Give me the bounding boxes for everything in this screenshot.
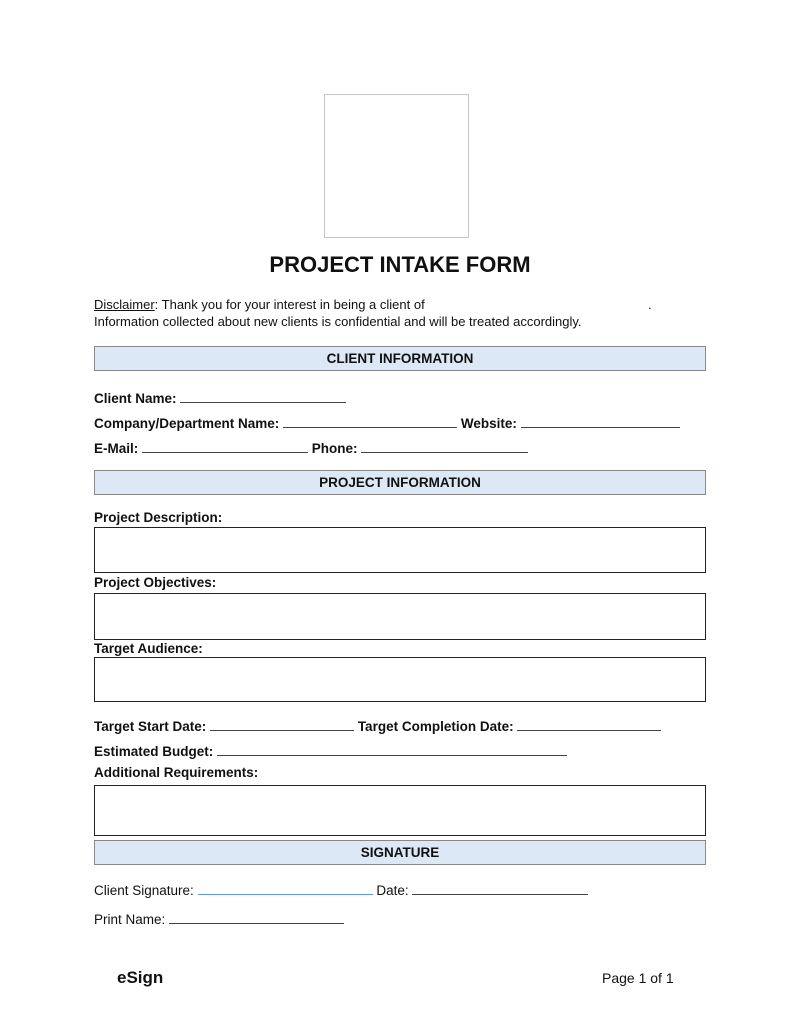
- section-client-information: CLIENT INFORMATION: [94, 346, 706, 371]
- website-field[interactable]: [521, 413, 680, 428]
- project-objectives-field[interactable]: [94, 593, 706, 640]
- esign-logo: eSign: [117, 968, 164, 987]
- email-label: E-Mail:: [94, 441, 139, 456]
- disclaimer-line-2: Information collected about new clients is confidential and will be treated accordingly.: [94, 314, 582, 329]
- start-date-label: Target Start Date:: [94, 719, 207, 734]
- project-description-field[interactable]: [94, 527, 706, 573]
- phone-label: Phone:: [311, 441, 358, 456]
- start-date-field[interactable]: [210, 716, 354, 731]
- completion-date-field[interactable]: [517, 716, 661, 731]
- target-audience-field[interactable]: [94, 657, 706, 702]
- client-signature-label: Client Signature:: [94, 883, 194, 898]
- phone-field[interactable]: [361, 438, 528, 453]
- project-objectives-label: Project Objectives:: [94, 575, 217, 590]
- section-project-information: PROJECT INFORMATION: [94, 470, 706, 495]
- target-audience-label: Target Audience:: [94, 641, 203, 656]
- company-field[interactable]: [283, 413, 457, 428]
- page-title: PROJECT INTAKE FORM: [269, 252, 531, 277]
- company-label: Company/Department Name:: [94, 416, 280, 431]
- section-signature: SIGNATURE: [94, 840, 706, 865]
- additional-requirements-label: Additional Requirements:: [94, 765, 259, 780]
- disclaimer-label: Disclaimer: [94, 297, 155, 312]
- signature-date-field[interactable]: [412, 880, 588, 895]
- logo-placeholder: [324, 94, 469, 238]
- completion-date-label: Target Completion Date:: [357, 719, 514, 734]
- signature-date-label: Date:: [376, 883, 409, 898]
- project-description-label: Project Description:: [94, 510, 223, 525]
- client-name-label: Client Name:: [94, 391, 177, 406]
- print-name-row: [94, 909, 344, 927]
- dates-row: [94, 716, 661, 734]
- company-row: [94, 413, 680, 431]
- disclaimer-text: : Thank you for your interest in being a client of: [154, 297, 425, 312]
- print-name-field[interactable]: [169, 909, 344, 924]
- disclaimer-period: .: [648, 297, 652, 312]
- client-name-row: [94, 388, 346, 406]
- email-row: [94, 438, 528, 456]
- disclaimer-line-1: [94, 297, 425, 312]
- website-label: Website:: [460, 416, 517, 431]
- signature-row: [94, 880, 588, 898]
- additional-requirements-field[interactable]: [94, 785, 706, 836]
- budget-field[interactable]: [217, 741, 567, 756]
- budget-label: Estimated Budget:: [94, 744, 214, 759]
- print-name-label: Print Name:: [94, 912, 166, 927]
- client-name-field[interactable]: [180, 388, 346, 403]
- page-number: Page 1 of 1: [602, 970, 674, 986]
- email-field[interactable]: [142, 438, 308, 453]
- client-signature-field[interactable]: [198, 880, 373, 895]
- budget-row: [94, 741, 567, 759]
